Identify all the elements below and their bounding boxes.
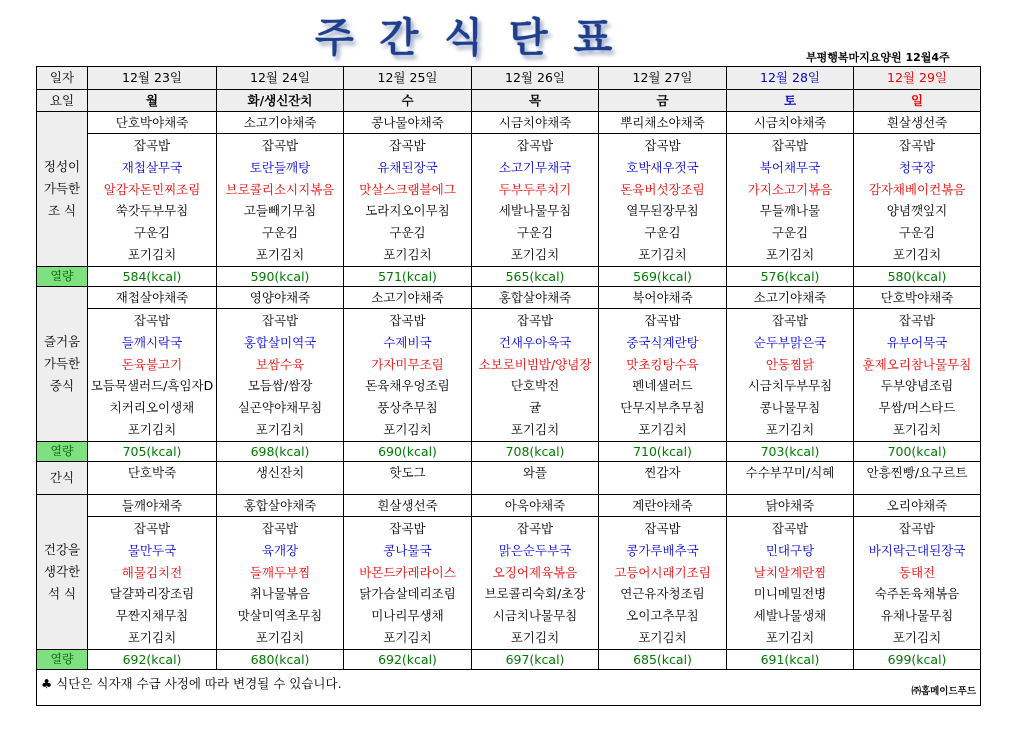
- menu-item: 실곤약야채무침: [237, 400, 323, 416]
- menu-item: 치커리오이생채: [109, 400, 195, 416]
- date-label: 일자: [37, 67, 88, 90]
- porridge-cell: 시금치야채죽: [472, 112, 599, 134]
- meal-label-line: 중식: [49, 378, 75, 394]
- porridge-cell: 홍합살야채죽: [217, 495, 344, 517]
- menu-item: 들깨두부찜: [249, 564, 311, 580]
- menu-item: 열무된장무침: [626, 203, 699, 219]
- menu-item: 잡곡밥: [389, 521, 426, 537]
- menu-item: 포기김치: [510, 246, 560, 262]
- meal-label-line: 조 식: [47, 203, 77, 219]
- kcal-value: 685(kcal): [599, 650, 727, 670]
- page-title: 주간식단표: [315, 15, 639, 61]
- menu-cell: [599, 309, 727, 442]
- menu-item: 잡곡밥: [898, 313, 936, 329]
- menu-item: 무짠지채무침: [115, 608, 189, 624]
- porridge-row: [37, 112, 981, 134]
- menu-item: 세발나물생채: [753, 608, 827, 624]
- kcal-value: 708(kcal): [472, 442, 599, 462]
- menu-item: 민대구탕: [765, 543, 815, 559]
- snack-cell: 단호박죽: [88, 462, 217, 495]
- menu-cell: [472, 309, 599, 442]
- kcal-row: [37, 267, 981, 287]
- menu-row: [37, 134, 981, 267]
- menu-item: 포기김치: [892, 421, 942, 437]
- menu-cell: [727, 517, 854, 650]
- snack-cell: 와플: [472, 462, 599, 495]
- menu-item: 미나리무생채: [371, 608, 444, 624]
- menu-item: 가자미무조림: [371, 356, 444, 372]
- menu-item: 포기김치: [892, 629, 942, 645]
- menu-item: 잡곡밥: [516, 138, 554, 154]
- date-cell: 12월 23일: [88, 67, 217, 90]
- menu-cell: [599, 134, 727, 267]
- menu-item: 귤: [528, 400, 542, 416]
- menu-item: 돈육버섯장조림: [620, 181, 705, 197]
- footer-cell: [37, 670, 981, 706]
- menu-item: 포기김치: [127, 246, 177, 262]
- menu-item: 보쌈수육: [255, 356, 305, 372]
- menu-item: 들깨시락국: [121, 335, 183, 351]
- menu-item: 안동찜닭: [765, 356, 815, 372]
- menu-item: 무들깨나물: [759, 203, 821, 219]
- date-cell: 12월 24일: [217, 67, 344, 90]
- kcal-value: 590(kcal): [217, 267, 344, 287]
- menu-item: 브로콜리소시지볶음: [225, 181, 335, 197]
- porridge-row: [37, 495, 981, 517]
- menu-item: 구운김: [516, 225, 554, 241]
- menu-item: 구운김: [261, 225, 299, 241]
- kcal-value: 692(kcal): [344, 650, 472, 670]
- menu-item: 물만두국: [127, 543, 177, 559]
- menu-item: 양념깻잎지: [886, 203, 948, 219]
- menu-item: 감자채베이컨볶음: [868, 181, 966, 197]
- date-cell: 12월 27일: [599, 67, 727, 90]
- menu-cell: [344, 517, 472, 650]
- menu-item: 포기김치: [765, 421, 815, 437]
- menu-item: 토란들깨탕: [249, 160, 311, 176]
- menu-item: 펜네샐러드: [632, 378, 693, 394]
- porridge-cell: 소고기야채죽: [217, 112, 344, 134]
- porridge-cell: 흰살생선죽: [854, 112, 981, 134]
- menu-item: 구운김: [389, 225, 426, 241]
- menu-item: 잡곡밥: [771, 313, 809, 329]
- porridge-cell: 소고기야채죽: [344, 287, 472, 309]
- menu-item: 잡곡밥: [133, 521, 171, 537]
- menu-item: 달걀꽈리장조림: [109, 586, 195, 602]
- porridge-cell: 단호박야채죽: [88, 112, 217, 134]
- weekday-cell: 목: [472, 89, 599, 112]
- menu-item: 재첩살무국: [121, 160, 183, 176]
- menu-item: 가지소고기볶음: [747, 181, 833, 197]
- menu-item: 잡곡밥: [644, 313, 681, 329]
- menu-item: 풍상추무침: [377, 400, 438, 416]
- meal-label: [37, 287, 88, 442]
- menu-item: 수제비국: [383, 335, 432, 351]
- kcal-value: 698(kcal): [217, 442, 344, 462]
- menu-item: 포기김치: [892, 246, 942, 262]
- menu-cell: [472, 134, 599, 267]
- menu-item: 콩가루배추국: [626, 543, 699, 559]
- menu-cell: [217, 517, 344, 650]
- footer-row: [37, 670, 981, 706]
- menu-item: 맑은순두부국: [498, 543, 572, 559]
- menu-item: 콩나물무침: [759, 400, 821, 416]
- meal-label-line: 건강을: [43, 542, 81, 558]
- porridge-cell: 북어야채죽: [599, 287, 727, 309]
- porridge-cell: 닭야채죽: [727, 495, 854, 517]
- menu-item: 건새우아욱국: [498, 335, 572, 351]
- menu-item: 포기김치: [510, 629, 560, 645]
- menu-cell: [217, 134, 344, 267]
- menu-item: 포기김치: [255, 629, 305, 645]
- menu-item: 잡곡밥: [644, 138, 681, 154]
- snack-cell: 안흥찐빵/요구르트: [854, 462, 981, 495]
- menu-item: 날치알계란찜: [753, 564, 827, 580]
- porridge-row: [37, 287, 981, 309]
- menu-cell: [854, 309, 981, 442]
- porridge-cell: 시금치야채죽: [727, 112, 854, 134]
- menu-item: 잡곡밥: [516, 521, 554, 537]
- menu-item: 육개장: [261, 543, 299, 559]
- kcal-value: 690(kcal): [344, 442, 472, 462]
- menu-item: 잡곡밥: [644, 521, 681, 537]
- menu-cell: [88, 309, 217, 442]
- menu-item: 훈제오리참나물무침: [862, 356, 972, 372]
- porridge-cell: 아욱야채죽: [472, 495, 599, 517]
- kcal-value: 699(kcal): [854, 650, 981, 670]
- porridge-cell: 영양야채죽: [217, 287, 344, 309]
- menu-item: 잡곡밥: [389, 313, 426, 329]
- porridge-cell: 단호박야채죽: [854, 287, 981, 309]
- menu-item: 유채나물무침: [880, 608, 954, 624]
- menu-item: 오이고추무침: [626, 608, 699, 624]
- menu-item: 고등어시래기조림: [614, 564, 711, 580]
- menu-item: 맛살미역초무침: [237, 608, 323, 624]
- menu-item: 바몬드카레라이스: [359, 564, 456, 580]
- kcal-value: 680(kcal): [217, 650, 344, 670]
- menu-item: 오징어제육볶음: [492, 564, 578, 580]
- menu-cell: [727, 134, 854, 267]
- meal-label-line: 석 식: [47, 586, 77, 602]
- menu-item: 순두부맑은국: [753, 335, 827, 351]
- menu-item: 잡곡밥: [898, 521, 936, 537]
- kcal-row: [37, 442, 981, 462]
- menu-item: 포기김치: [383, 246, 432, 262]
- kcal-label: 열량: [37, 442, 88, 462]
- menu-row: [37, 517, 981, 650]
- menu-item: 유채된장국: [377, 160, 438, 176]
- menu-item: 단호박전: [510, 378, 560, 394]
- menu-item: 브로콜리숙회/초장: [484, 586, 586, 602]
- menu-item: 맛초킹탕수육: [626, 356, 699, 372]
- menu-item: 알감자돈민찌조림: [103, 181, 201, 197]
- menu-item: 잡곡밥: [133, 138, 171, 154]
- menu-item: 중국식계란탕: [626, 335, 699, 351]
- menu-item: 동태전: [898, 564, 936, 580]
- menu-item: 유부어묵국: [886, 335, 948, 351]
- menu-cell: [88, 517, 217, 650]
- snack-label: 간식: [37, 462, 88, 495]
- menu-item: 포기김치: [510, 421, 560, 437]
- menu-item: 해물김치전: [121, 564, 183, 580]
- snack-cell: 수수부꾸미/식혜: [727, 462, 854, 495]
- meal-label: [37, 495, 88, 650]
- meal-label-line: 즐거움: [43, 334, 81, 350]
- menu-item: 두부두루치기: [498, 181, 572, 197]
- menu-item: 구운김: [644, 225, 681, 241]
- menu-item: 연근유자청조림: [620, 586, 705, 602]
- kcal-label: 열량: [37, 267, 88, 287]
- menu-item: 고들빼기무침: [243, 203, 317, 219]
- menu-cell: [472, 517, 599, 650]
- kcal-value: 576(kcal): [727, 267, 854, 287]
- menu-item: 포기김치: [383, 629, 432, 645]
- menu-item: 잡곡밥: [261, 521, 299, 537]
- porridge-cell: 오리야채죽: [854, 495, 981, 517]
- menu-item: 돈육채우엉조림: [365, 378, 450, 394]
- date-cell: 12월 26일: [472, 67, 599, 90]
- porridge-cell: 소고기야채죽: [727, 287, 854, 309]
- snack-cell: 핫도그: [344, 462, 472, 495]
- menu-item: 시금치두부무침: [747, 378, 833, 394]
- kcal-value: 692(kcal): [88, 650, 217, 670]
- menu-item: 잡곡밥: [261, 138, 299, 154]
- menu-row: [37, 309, 981, 442]
- menu-item: 미니메밀전병: [753, 586, 827, 602]
- kcal-value: 569(kcal): [599, 267, 727, 287]
- menu-item: 포기김치: [765, 246, 815, 262]
- menu-item: 홍합살미역국: [243, 335, 317, 351]
- meal-label-line: 생각한: [43, 564, 81, 580]
- menu-item: 시금치나물무침: [492, 608, 578, 624]
- menu-item: 구운김: [898, 225, 936, 241]
- snack-cell: 찐감자: [599, 462, 727, 495]
- menu-cell: [344, 134, 472, 267]
- menu-item: 도라지오이무침: [365, 203, 450, 219]
- weekday-cell: 일: [854, 89, 981, 112]
- kcal-value: 697(kcal): [472, 650, 599, 670]
- menu-item: 북어채무국: [759, 160, 821, 176]
- kcal-value: 584(kcal): [88, 267, 217, 287]
- porridge-cell: 들깨야채죽: [88, 495, 217, 517]
- menu-item: 닭가슴살데리조림: [359, 586, 456, 602]
- porridge-cell: 계란야채죽: [599, 495, 727, 517]
- facility-week-label: 부평행복마지요양원 12월4주: [806, 51, 950, 64]
- menu-item: 포기김치: [255, 246, 305, 262]
- kcal-row: [37, 650, 981, 670]
- weekday-cell: 금: [599, 89, 727, 112]
- kcal-label: 열량: [37, 650, 88, 670]
- menu-item: 포기김치: [383, 421, 432, 437]
- menu-item: 모듬쌈/쌈장: [247, 378, 313, 394]
- porridge-cell: 흰살생선죽: [344, 495, 472, 517]
- menu-item: 숙주돈육채볶음: [874, 586, 960, 602]
- menu-item: 단무지부추무침: [620, 400, 705, 416]
- menu-item: 호박새우젓국: [626, 160, 699, 176]
- weekday-cell: 토: [727, 89, 854, 112]
- porridge-cell: 콩나물야채죽: [344, 112, 472, 134]
- menu-item: 잡곡밥: [516, 313, 554, 329]
- menu-item: 맛살스크램블에그: [359, 181, 456, 197]
- kcal-value: 703(kcal): [727, 442, 854, 462]
- menu-item: 잡곡밥: [771, 138, 809, 154]
- menu-item: 포기김치: [765, 629, 815, 645]
- menu-cell: [854, 134, 981, 267]
- date-row: [37, 67, 981, 90]
- supplier-brand: ㈜홈메이드푸드: [911, 685, 976, 697]
- porridge-cell: 뿌리채소야채죽: [599, 112, 727, 134]
- weekly-menu-table: [36, 66, 981, 706]
- meal-label-line: 정성이: [43, 159, 81, 175]
- porridge-cell: 재첩살야채죽: [88, 287, 217, 309]
- menu-item: 포기김치: [127, 421, 177, 437]
- kcal-value: 710(kcal): [599, 442, 727, 462]
- porridge-cell: 홍합살야채죽: [472, 287, 599, 309]
- weekday-cell: 화/생신잔치: [217, 89, 344, 112]
- menu-cell: [854, 517, 981, 650]
- date-cell: 12월 25일: [344, 67, 472, 90]
- menu-item: 무쌈/머스타드: [878, 400, 956, 416]
- menu-item: 세발나물무침: [498, 203, 572, 219]
- weekday-cell: 월: [88, 89, 217, 112]
- menu-item: 포기김치: [638, 421, 687, 437]
- menu-cell: [599, 517, 727, 650]
- snack-cell: 생신잔치: [217, 462, 344, 495]
- menu-item: 잡곡밥: [133, 313, 171, 329]
- menu-item: 쑥갓두부무침: [115, 203, 189, 219]
- kcal-value: 700(kcal): [854, 442, 981, 462]
- weekday-cell: 수: [344, 89, 472, 112]
- meal-label-line: 가득한: [43, 181, 81, 197]
- menu-item: 포기김치: [255, 421, 305, 437]
- kcal-value: 571(kcal): [344, 267, 472, 287]
- menu-item: 구운김: [771, 225, 809, 241]
- menu-item: 포기김치: [638, 246, 687, 262]
- menu-item: 두부양념조림: [880, 378, 954, 394]
- menu-item: 취나물볶음: [249, 586, 311, 602]
- menu-item: 청국장: [898, 160, 936, 176]
- menu-item: 소고기무채국: [498, 160, 572, 176]
- menu-cell: [217, 309, 344, 442]
- menu-item: 포기김치: [127, 629, 177, 645]
- menu-item: 잡곡밥: [771, 521, 809, 537]
- menu-cell: [344, 309, 472, 442]
- date-cell: 12월 29일: [854, 67, 981, 90]
- menu-cell: [727, 309, 854, 442]
- weekday-label: 요일: [37, 89, 88, 112]
- meal-label-line: 가득한: [43, 356, 81, 372]
- menu-item: 잡곡밥: [261, 313, 299, 329]
- weekday-row: [37, 89, 981, 112]
- kcal-value: 691(kcal): [727, 650, 854, 670]
- kcal-value: 705(kcal): [88, 442, 217, 462]
- menu-item: 구운김: [133, 225, 171, 241]
- date-cell: 12월 28일: [727, 67, 854, 90]
- menu-item: 콩나물국: [383, 543, 432, 559]
- snack-row: [37, 462, 981, 495]
- menu-item: 소보로비빔밥/양념장: [478, 356, 592, 372]
- menu-item: 잡곡밥: [898, 138, 936, 154]
- menu-item: 돈육불고기: [121, 356, 183, 372]
- menu-cell: [88, 134, 217, 267]
- menu-item: 잡곡밥: [389, 138, 426, 154]
- menu-change-note: ♣ 식단은 식자재 수급 사정에 따라 변경될 수 있습니다.: [41, 676, 342, 692]
- menu-item: 모듬묵샐러드/흑임자D: [90, 378, 214, 394]
- meal-label: [37, 112, 88, 267]
- kcal-value: 580(kcal): [854, 267, 981, 287]
- kcal-value: 565(kcal): [472, 267, 599, 287]
- menu-item: 포기김치: [638, 629, 687, 645]
- menu-item: 바지락근대된장국: [868, 543, 966, 559]
